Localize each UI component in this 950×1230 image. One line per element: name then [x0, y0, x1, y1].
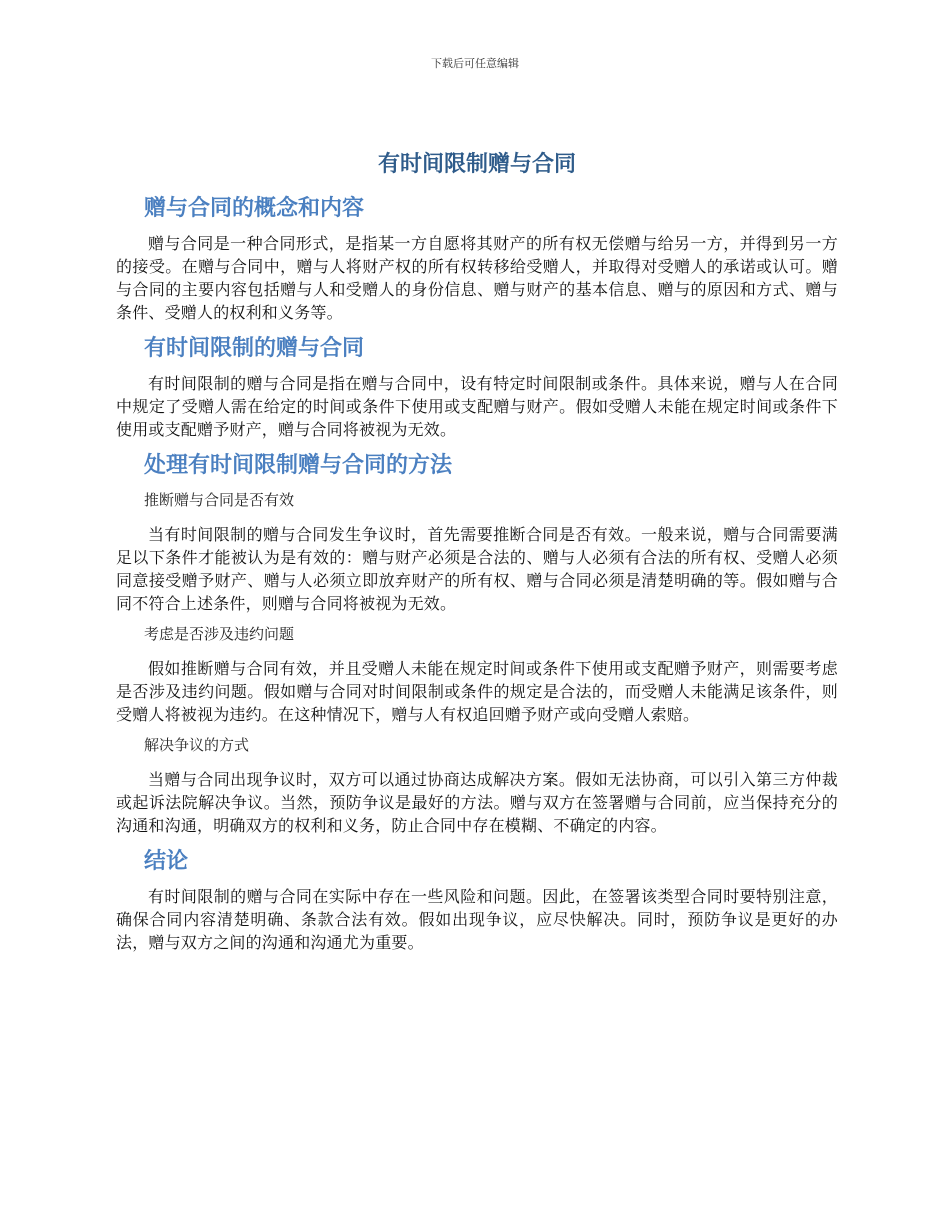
section-heading-concept: 赠与合同的概念和内容: [144, 196, 365, 221]
paragraph: 当赠与合同出现争议时，双方可以通过协商达成解决方案。假如无法协商，可以引入第三方仲裁或起诉法院解决争议。当然，预防争议是最好的方法。赠与双方在签署赠与合同前，应当保持充分的沟通和沟通，明确双方的权利和义务，防止合同中存在模糊、不确定的内容。: [116, 770, 838, 835]
section-heading-time-limited: 有时间限制的赠与合同: [144, 336, 365, 361]
section-heading-methods: 处理有时间限制赠与合同的方法: [144, 453, 453, 478]
subheading-breach: 考虑是否涉及违约问题: [144, 625, 295, 643]
subheading-validity: 推断赠与合同是否有效: [144, 491, 295, 509]
document-title: 有时间限制赠与合同: [377, 152, 576, 177]
header-note: 下载后可任意编辑: [431, 57, 519, 70]
paragraph: 赠与合同是一种合同形式，是指某一方自愿将其财产的所有权无偿赠与给另一方，并得到另一方的接受。在赠与合同中，赠与人将财产权的所有权转移给受赠人，并取得对受赠人的承诺或认可。赠与合同的主要内容包括赠与人和受赠人的身份信息、赠与财产的基本信息、赠与的原因和方式、赠与条件、受赠人的权利和义务等。: [116, 234, 838, 322]
subheading-dispute: 解决争议的方式: [144, 736, 250, 754]
paragraph: 有时间限制的赠与合同在实际中存在一些风险和问题。因此，在签署该类型合同时要特别注意，确保合同内容清楚明确、条款合法有效。假如出现争议，应尽快解决。同时，预防争议是更好的办法，赠与双方之间的沟通和沟通尤为重要。: [116, 887, 838, 952]
paragraph: 当有时间限制的赠与合同发生争议时，首先需要推断合同是否有效。一般来说，赠与合同需要满足以下条件才能被认为是有效的：赠与财产必须是合法的、赠与人必须有合法的所有权、受赠人必须同意接受赠予财产、赠与人必须立即放弃财产的所有权、赠与合同必须是清楚明确的等。假如赠与合同不符合上述条件，则赠与合同将被视为无效。: [116, 525, 838, 613]
section-heading-conclusion: 结论: [144, 849, 189, 874]
paragraph: 有时间限制的赠与合同是指在赠与合同中，设有特定时间限制或条件。具体来说，赠与人在合同中规定了受赠人需在给定的时间或条件下使用或支配赠与财产。假如受赠人未能在规定时间或条件下使用或支配赠予财产，赠与合同将被视为无效。: [116, 374, 838, 439]
document-body: [116, 150, 838, 962]
paragraph: 假如推断赠与合同有效，并且受赠人未能在规定时间或条件下使用或支配赠予财产，则需要考虑是否涉及违约问题。假如赠与合同对时间限制或条件的规定是合法的，而受赠人未能满足该条件，则受赠人将被视为违约。在这种情况下，赠与人有权追回赠予财产或向受赠人索赔。: [116, 659, 838, 724]
